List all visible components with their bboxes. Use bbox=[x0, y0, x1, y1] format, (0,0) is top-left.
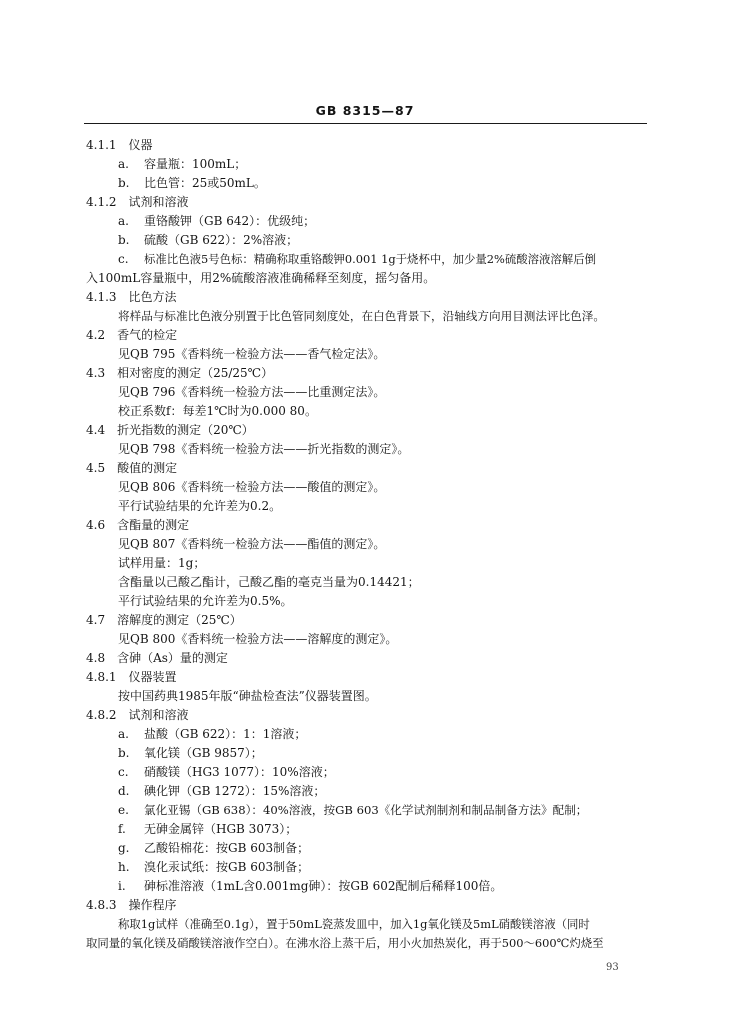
list-item-text: 盐酸（GB 622）：1：1溶液； bbox=[144, 727, 307, 741]
header-rule bbox=[84, 123, 647, 124]
list-marker: d. bbox=[118, 784, 130, 798]
list-item bbox=[118, 859, 309, 875]
paragraph-line: 将样品与标准比色液分别置于比色管同刻度处，在白色背景下，沿轴线方向用目测法评比色泽。 bbox=[118, 309, 605, 323]
list-marker: a. bbox=[118, 214, 129, 228]
list-item-text: 乙酸铅棉花：按GB 603制备； bbox=[144, 841, 310, 855]
list-marker: e. bbox=[118, 803, 129, 817]
section-heading: 4.8.1 仪器装置 bbox=[86, 670, 177, 684]
section-heading: 4.7 溶解度的测定（25℃） bbox=[86, 613, 242, 627]
list-item bbox=[118, 745, 263, 761]
list-item bbox=[118, 764, 335, 780]
list-marker: b. bbox=[118, 746, 130, 760]
list-marker: a. bbox=[118, 157, 129, 171]
list-item bbox=[118, 213, 315, 229]
paragraph-line: 见QB 806《香料统一检验方法——酸值的测定》。 bbox=[118, 480, 386, 494]
list-item-text: 重铬酸钾（GB 642）：优级纯； bbox=[144, 214, 316, 228]
list-item bbox=[118, 232, 298, 248]
list-item bbox=[118, 783, 325, 799]
paragraph-line: 见QB 796《香料统一检验方法——比重测定法》。 bbox=[118, 385, 386, 399]
list-item-text: 砷标准溶液（1mL含0.001mg砷）：按GB 602配制后稀释100倍。 bbox=[144, 879, 503, 893]
section-heading: 4.1.2 试剂和溶液 bbox=[86, 195, 189, 209]
list-item-text: 标准比色液5号色标：精确称取重铬酸钾0.001 1g于烧杯中，加少量2%硫酸溶液溶解后倒 bbox=[144, 252, 596, 266]
section-heading: 4.3 相对密度的测定（25/25℃） bbox=[86, 366, 274, 380]
list-marker: b. bbox=[118, 233, 130, 247]
list-marker: a. bbox=[118, 727, 129, 741]
list-item bbox=[118, 175, 266, 191]
list-item-text: 比色管：25或50mL。 bbox=[144, 176, 266, 190]
list-item bbox=[118, 251, 596, 267]
section-heading: 4.4 折光指数的测定（20℃） bbox=[86, 423, 254, 437]
list-item bbox=[118, 821, 297, 837]
paragraph-line: 含酯量以己酸乙酯计，己酸乙酯的毫克当量为0.14421； bbox=[118, 575, 420, 589]
paragraph-line: 见QB 807《香料统一检验方法——酯值的测定》。 bbox=[118, 537, 386, 551]
list-item-text: 碘化钾（GB 1272）：15%溶液； bbox=[144, 784, 326, 798]
list-marker: b. bbox=[118, 176, 130, 190]
paragraph-line: 校正系数f：每差1℃时为0.000 80。 bbox=[118, 404, 317, 418]
paragraph-line: 见QB 798《香料统一检验方法——折光指数的测定》。 bbox=[118, 442, 410, 456]
paragraph-line: 试样用量：1g； bbox=[118, 556, 206, 570]
section-heading: 4.2 香气的检定 bbox=[86, 328, 178, 342]
list-item bbox=[118, 840, 309, 856]
page-number: 93 bbox=[606, 962, 619, 973]
page-header-standard-number: GB 8315—87 bbox=[315, 103, 415, 118]
paragraph-line: 入100mL容量瓶中，用2%硫酸溶液准确稀释至刻度，摇匀备用。 bbox=[86, 271, 436, 285]
list-item bbox=[118, 802, 587, 818]
section-heading: 4.1.1 仪器 bbox=[86, 138, 153, 152]
list-marker: c. bbox=[118, 765, 129, 779]
paragraph-line: 按中国药典1985年版“砷盐检查法”仪器装置图。 bbox=[118, 689, 377, 703]
list-marker: i. bbox=[118, 879, 126, 893]
list-item-text: 硝酸镁（HG3 1077）：10%溶液； bbox=[144, 765, 335, 779]
paragraph-line: 见QB 800《香料统一检验方法——溶解度的测定》。 bbox=[118, 632, 398, 646]
list-marker: c. bbox=[118, 252, 129, 266]
list-item-text: 无砷金属锌（HGB 3073）； bbox=[144, 822, 298, 836]
list-item bbox=[118, 878, 502, 894]
paragraph-line: 称取1g试样（准确至0.1g），置于50mL瓷蒸发皿中，加入1g氧化镁及5mL硝酸镁溶液（同时 bbox=[118, 917, 590, 931]
paragraph-line: 见QB 795《香料统一检验方法——香气检定法》。 bbox=[118, 347, 386, 361]
list-item bbox=[118, 156, 246, 172]
section-heading: 4.6 含酯量的测定 bbox=[86, 518, 190, 532]
list-marker: h. bbox=[118, 860, 130, 874]
list-item-text: 氧化镁（GB 9857）； bbox=[144, 746, 263, 760]
section-heading: 4.8 含砷（As）量的测定 bbox=[86, 651, 228, 665]
section-heading: 4.8.3 操作程序 bbox=[86, 898, 177, 912]
paragraph-line: 平行试验结果的允许差为0.2。 bbox=[118, 499, 282, 513]
list-item-text: 容量瓶：100mL； bbox=[144, 157, 247, 171]
section-heading: 4.1.3 比色方法 bbox=[86, 290, 177, 304]
paragraph-line: 平行试验结果的允许差为0.5%。 bbox=[118, 594, 293, 608]
list-item-text: 硫酸（GB 622）：2%溶液； bbox=[144, 233, 299, 247]
list-item bbox=[118, 726, 306, 742]
list-marker: g. bbox=[118, 841, 130, 855]
section-heading: 4.5 酸值的测定 bbox=[86, 461, 178, 475]
list-item-text: 溴化汞试纸：按GB 603制备； bbox=[144, 860, 310, 874]
section-heading: 4.8.2 试剂和溶液 bbox=[86, 708, 189, 722]
list-marker: f. bbox=[118, 822, 126, 836]
list-item-text: 氯化亚锡（GB 638）：40%溶液，按GB 603《化学试剂制剂和制品制备方法》配制； bbox=[144, 803, 588, 817]
paragraph-line: 取同量的氧化镁及硝酸镁溶液作空白）。在沸水浴上蒸干后，用小火加热炭化，再于500～600℃灼烧至 bbox=[86, 936, 604, 950]
